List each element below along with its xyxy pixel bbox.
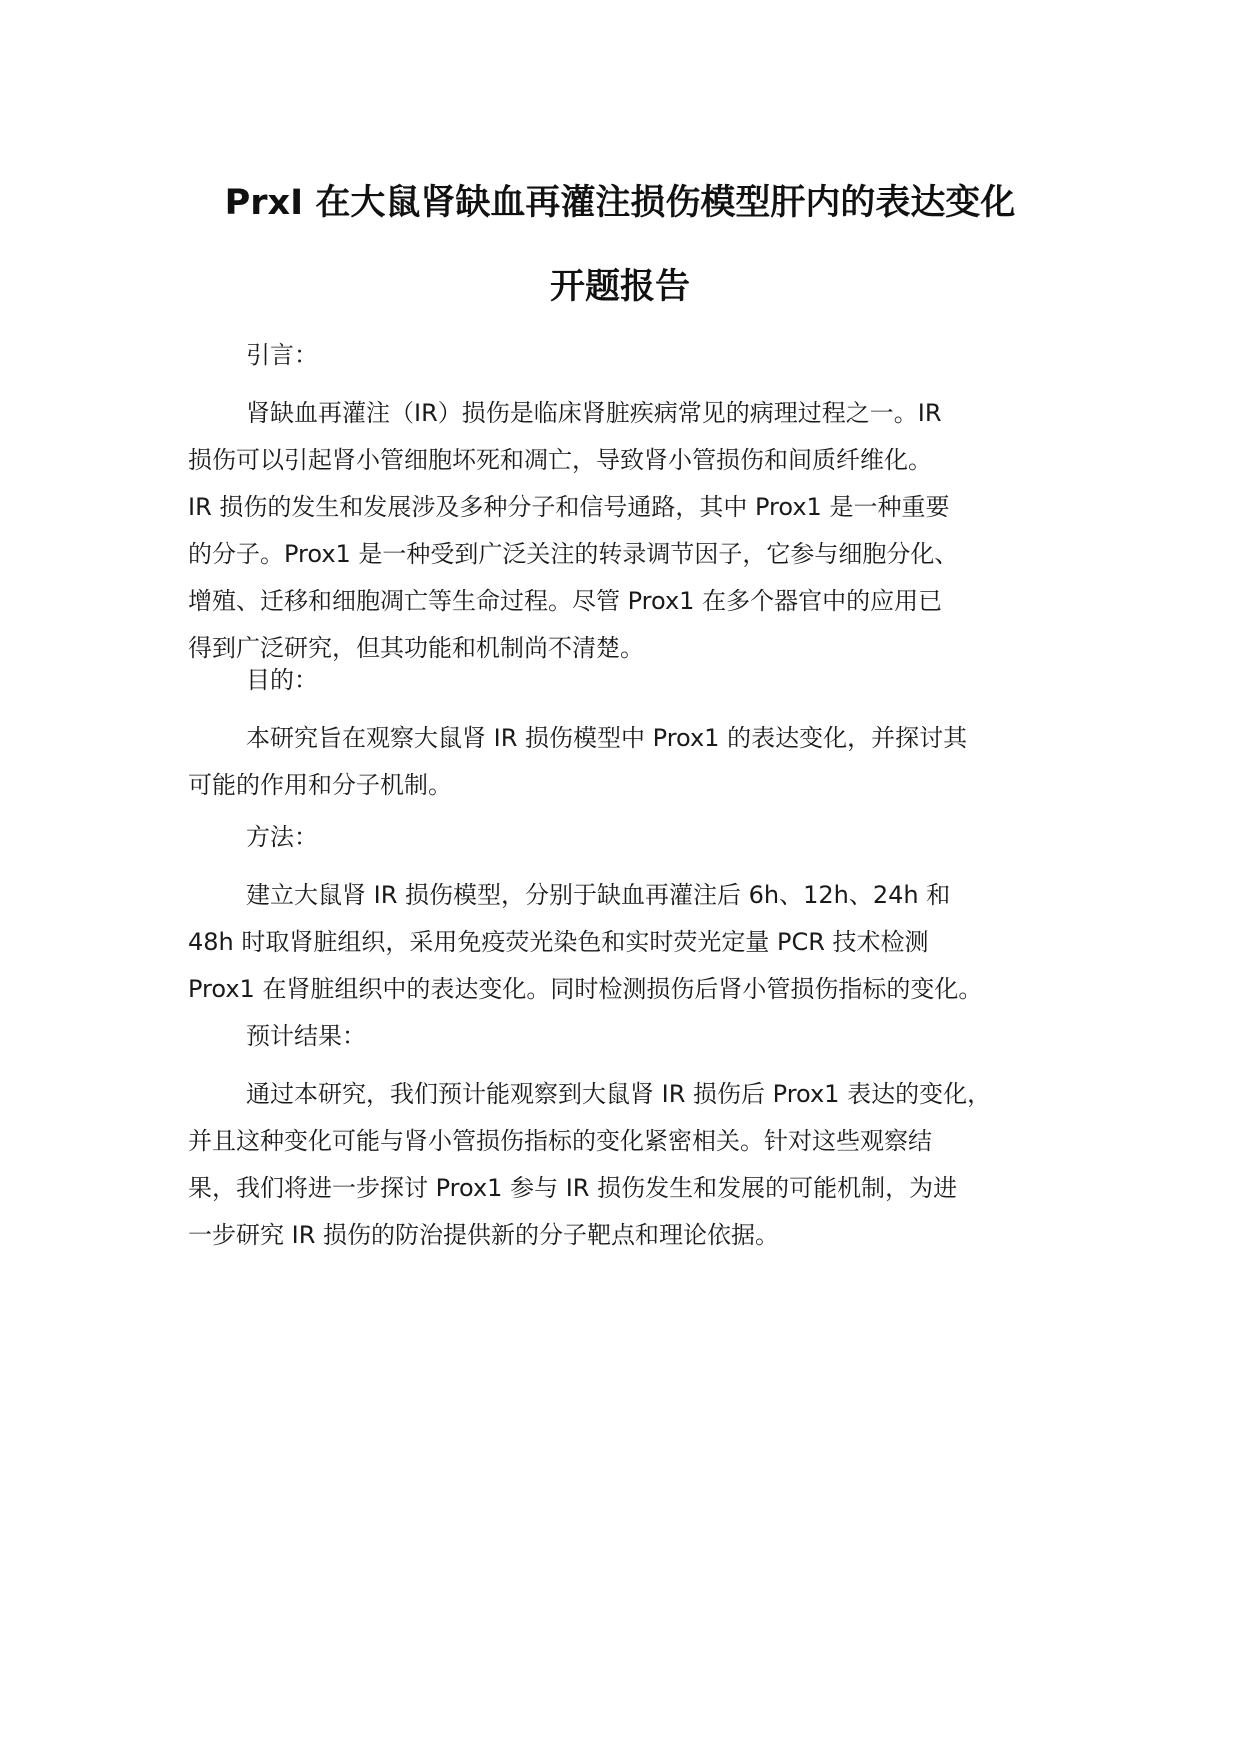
- text-line: 增殖、迁移和细胞凋亡等生命过程。尽管 Prox1 在多个器官中的应用已: [188, 587, 943, 615]
- text-line: 肾缺血再灌注（IR）损伤是临床肾脏疾病常见的病理过程之一。IR: [246, 399, 942, 427]
- section-heading-introduction: 引言：: [246, 341, 318, 369]
- text-line: 损伤可以引起肾小管细胞坏死和凋亡，导致肾小管损伤和间质纤维化。: [188, 446, 932, 474]
- text-line: 本研究旨在观察大鼠肾 IR 损伤模型中 Prox1 的表达变化，并探讨其: [246, 724, 968, 752]
- section-body-purpose: [188, 721, 1088, 815]
- text-line: 果，我们将进一步探讨 Prox1 参与 IR 损伤发生和发展的可能机制，为进: [188, 1174, 958, 1202]
- text-line: 建立大鼠肾 IR 损伤模型，分别于缺血再灌注后 6h、12h、24h 和: [246, 881, 951, 909]
- text-line: 通过本研究，我们预计能观察到大鼠肾 IR 损伤后 Prox1 表达的变化，: [246, 1080, 992, 1108]
- section-heading-purpose: 目的：: [246, 666, 318, 694]
- section-heading-expected-results: 预计结果：: [246, 1022, 366, 1050]
- section-body-methods: [188, 878, 1088, 1019]
- text-line: 并且这种变化可能与肾小管损伤指标的变化紧密相关。针对这些观察结: [188, 1127, 932, 1155]
- document-subtitle: 开题报告: [549, 267, 690, 307]
- text-line: 48h 时取肾脏组织，采用免疫荧光染色和实时荧光定量 PCR 技术检测: [188, 928, 929, 956]
- text-line: 一步研究 IR 损伤的防治提供新的分子靶点和理论依据。: [188, 1221, 780, 1249]
- text-line: 的分子。Prox1 是一种受到广泛关注的转录调节因子，它参与细胞分化、: [188, 540, 959, 568]
- text-line: 得到广泛研究，但其功能和机制尚不清楚。: [188, 634, 644, 662]
- section-heading-methods: 方法：: [246, 823, 318, 851]
- section-body-expected-results: [188, 1077, 1088, 1265]
- section-body-introduction: [188, 396, 1088, 678]
- text-line: 可能的作用和分子机制。: [188, 771, 452, 799]
- text-line: IR 损伤的发生和发展涉及多种分子和信号通路，其中 Prox1 是一种重要: [188, 493, 950, 521]
- text-line: Prox1 在肾脏组织中的表达变化。同时检测损伤后肾小管损伤指标的变化。: [188, 975, 983, 1003]
- document-title: PrxI 在大鼠肾缺血再灌注损伤模型肝内的表达变化: [224, 183, 1016, 223]
